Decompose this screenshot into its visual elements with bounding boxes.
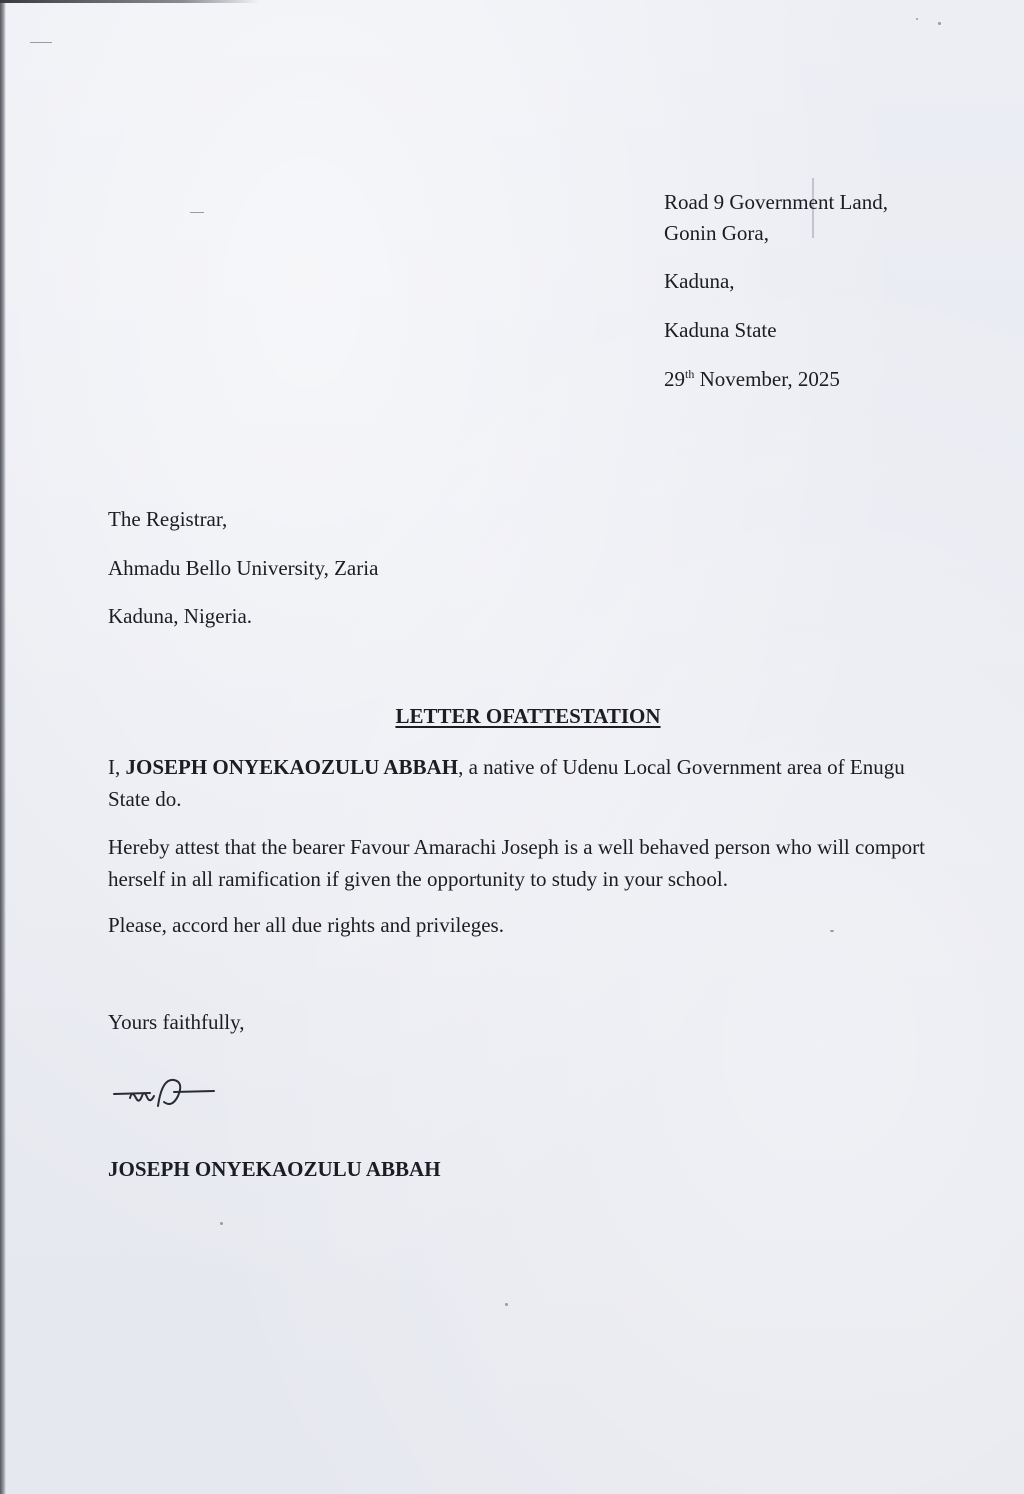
scan-edge-top xyxy=(0,0,260,3)
intro-paragraph xyxy=(108,751,948,815)
sender-address-line-2: Gonin Gora, xyxy=(664,221,769,245)
handwritten-signature xyxy=(110,1072,220,1112)
letter-title: LETTER OFATTESTATION xyxy=(395,704,661,728)
intro-prefix: I, xyxy=(108,755,126,779)
sender-address-line-1: Road 9 Government Land, xyxy=(664,190,888,214)
recipient-line-3: Kaduna, Nigeria. xyxy=(108,604,253,628)
intro-suffix: , a native of Udenu Local Government area of Enugu State do. xyxy=(108,755,905,811)
intro-name: JOSEPH ONYEKAOZULU ABBAH xyxy=(125,755,459,779)
scan-speck xyxy=(505,1303,508,1306)
scan-speck xyxy=(220,1222,223,1225)
recipient-line-1: The Registrar, xyxy=(108,507,228,531)
recipient-line-2: Ahmadu Bello University, Zaria xyxy=(108,556,379,580)
sender-address-line-3: Kaduna, xyxy=(664,269,735,293)
scan-speck xyxy=(190,212,204,213)
date-rest: November, 2025 xyxy=(694,367,840,391)
scan-speck xyxy=(916,18,918,20)
scan-speck xyxy=(30,42,52,43)
closing-salutation: Yours faithfully, xyxy=(108,1010,245,1034)
signer-name: JOSEPH ONYEKAOZULU ABBAH xyxy=(108,1157,441,1181)
date-suffix: th xyxy=(685,367,695,381)
scan-edge-left xyxy=(0,0,6,1494)
request-paragraph: Please, accord her all due rights and privileges. xyxy=(108,913,504,937)
scan-speck xyxy=(938,22,941,25)
date-day: 29 xyxy=(664,367,685,391)
sender-address-line-4: Kaduna State xyxy=(664,318,777,342)
letter-date xyxy=(664,367,840,392)
attestation-paragraph: Hereby attest that the bearer Favour Amarachi Joseph is a well behaved person who will comport herself in all ramification if given the opportunity to study in your school. xyxy=(108,835,926,891)
